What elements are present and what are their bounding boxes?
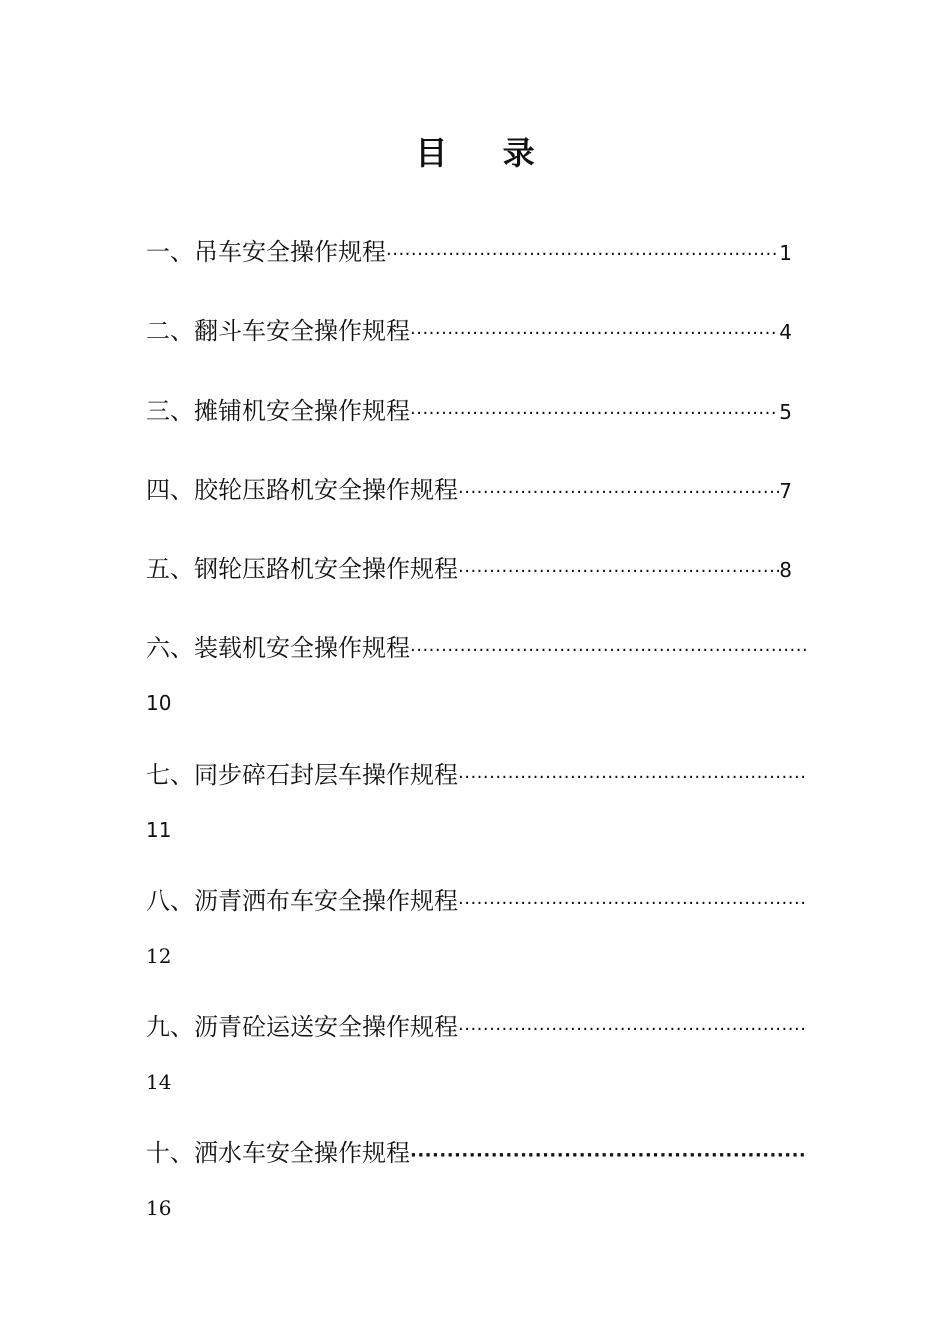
toc-entry-label: 六、装载机安全操作规程 <box>146 634 410 662</box>
toc-entry-label: 四、胶轮压路机安全操作规程 <box>146 476 458 504</box>
toc-entry-label: 七、同步碎石封层车操作规程 <box>146 761 458 789</box>
toc-entry[interactable] <box>146 395 806 430</box>
toc-leader-dots <box>410 318 779 350</box>
toc-entry-line <box>146 474 792 509</box>
toc-entry-label: 五、钢轮压路机安全操作规程 <box>146 555 458 583</box>
toc-entry-page: 8 <box>779 558 792 582</box>
toc-entry-line <box>146 759 806 794</box>
toc-leader-dots <box>386 239 779 271</box>
toc-entry[interactable] <box>146 1011 806 1098</box>
toc-entry[interactable] <box>146 632 806 719</box>
toc-entry[interactable] <box>146 553 806 588</box>
toc-entry[interactable] <box>146 885 806 972</box>
toc-entry-line <box>146 885 806 920</box>
toc-leader-dots <box>458 1014 806 1046</box>
toc-leader-dots <box>458 762 806 794</box>
toc-entry[interactable] <box>146 759 806 846</box>
toc-entry-line <box>146 395 792 430</box>
toc-entry-label: 九、沥青砼运送安全操作规程 <box>146 1013 458 1041</box>
toc-entry[interactable] <box>146 1137 806 1224</box>
toc-entry-label: 八、沥青洒布车安全操作规程 <box>146 887 458 915</box>
toc-leader-dots <box>458 888 806 920</box>
toc-entry-line <box>146 1137 806 1172</box>
toc-entry-line <box>146 315 792 350</box>
toc-entry-line <box>146 1011 806 1046</box>
toc-entry-page: 16 <box>146 1196 172 1220</box>
toc-entry-page: 11 <box>146 818 172 842</box>
toc-entry-page: 7 <box>779 479 792 503</box>
toc-entry[interactable] <box>146 236 806 271</box>
toc-entry-page: 12 <box>146 944 172 968</box>
toc-entry-label: 一、吊车安全操作规程 <box>146 238 386 266</box>
toc-entry-page: 4 <box>779 320 792 344</box>
toc-entry[interactable] <box>146 315 806 350</box>
toc-leader-dots <box>410 635 806 667</box>
toc-entry-page: 10 <box>146 691 172 715</box>
toc-entry-label: 十、洒水车安全操作规程 <box>146 1139 410 1167</box>
toc-entry-page: 5 <box>779 400 792 424</box>
toc-entry-label: 二、翻斗车安全操作规程 <box>146 317 410 345</box>
toc-title: 目 录 <box>415 134 557 172</box>
toc-entry[interactable] <box>146 474 806 509</box>
toc-leader-dots <box>458 477 779 509</box>
toc-entry-label: 三、摊铺机安全操作规程 <box>146 397 410 425</box>
toc-entry-page: 14 <box>146 1070 172 1094</box>
toc-entry-page: 1 <box>779 241 792 265</box>
toc-leader-dots <box>410 398 779 430</box>
toc-entry-line <box>146 236 792 271</box>
toc-leader-dots <box>458 556 779 588</box>
toc-leader-dots <box>410 1140 806 1172</box>
toc-entry-line <box>146 632 806 667</box>
toc-entry-line <box>146 553 792 588</box>
